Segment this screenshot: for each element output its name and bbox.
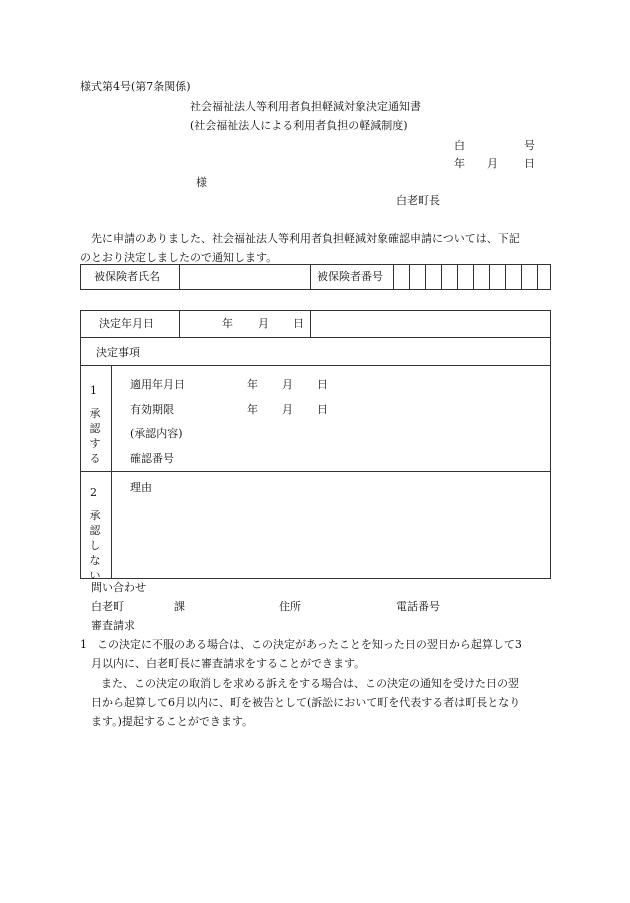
insured-number-label: 被保険者番号 [317,270,383,283]
appeal-p1-line-2: 月以内に、白老町長に審査請求をすることができます。 [91,657,366,670]
doc-number-prefix: 白 [454,139,465,152]
insured-person-table [80,264,551,290]
intro-line-2: のとおり決定しましたので通知します。 [80,251,278,264]
intro-line-1: 先に申請のありました、社会福祉法人等利用者負担軽減対象確認申請については、下記 [91,232,520,245]
issue-date-month: 月 [487,157,498,170]
decision-date-year: 年 [222,317,233,330]
apply-date-label: 適用年月日 [130,378,185,391]
decision-date-label: 決定年月日 [99,317,154,330]
reject-reason-label: 理由 [130,481,152,494]
issuer-name: 白老町長 [396,194,440,207]
document-subtitle: (社会福祉法人による利用者負担の軽減制度) [190,119,408,132]
issue-date-day: 日 [524,157,535,170]
decision-table [80,310,551,582]
appeal-p2-line-3: ます。)提起することができます。 [91,715,254,728]
doc-number-suffix: 号 [524,139,535,152]
valid-until-day: 日 [317,403,328,416]
confirmation-number-label: 確認番号 [130,452,174,465]
apply-date-month: 月 [282,378,293,391]
appeal-title: 審査請求 [91,619,135,632]
contact-section: 課 [174,600,185,613]
insured-name-label: 被保険者氏名 [94,270,160,283]
appeal-p2-line-2: 日から起算して6月以内に、町を被告として(訴訟において町を代表する者は町長となり [91,696,521,709]
contact-title: 問い合わせ [91,581,146,594]
approval-content-label: (承認内容) [130,427,183,440]
valid-until-label: 有効期限 [130,403,174,416]
contact-phone: 電話番号 [396,600,440,613]
reject-vertical-label: 承認しない [89,509,101,582]
apply-date-day: 日 [317,378,328,391]
form-number: 様式第4号(第7条関係) [80,80,191,93]
decision-date-month: 月 [258,317,269,330]
reject-number: 2 [90,486,97,499]
appeal-item-number: 1 [80,638,87,651]
contact-address: 住所 [279,600,301,613]
appeal-p2-line-1: また、この決定の取消しを求める訴えをする場合は、この決定の通知を受けた日の翌 [101,677,519,690]
approve-number: 1 [90,384,97,397]
appeal-p1-line-1: この決定に不服のある場合は、この決定があったことを知った日の翌日から起算して3 [97,638,522,651]
addressee-suffix: 様 [196,176,207,189]
issue-date-year: 年 [454,157,465,170]
decision-date-day: 日 [293,317,304,330]
document-title: 社会福祉法人等利用者負担軽減対象決定通知書 [190,100,421,113]
valid-until-month: 月 [282,403,293,416]
decision-matters-label: 決定事項 [96,346,140,359]
approve-vertical-label: 承認する [89,407,101,465]
contact-town: 白老町 [91,600,124,613]
valid-until-year: 年 [247,403,258,416]
apply-date-year: 年 [247,378,258,391]
